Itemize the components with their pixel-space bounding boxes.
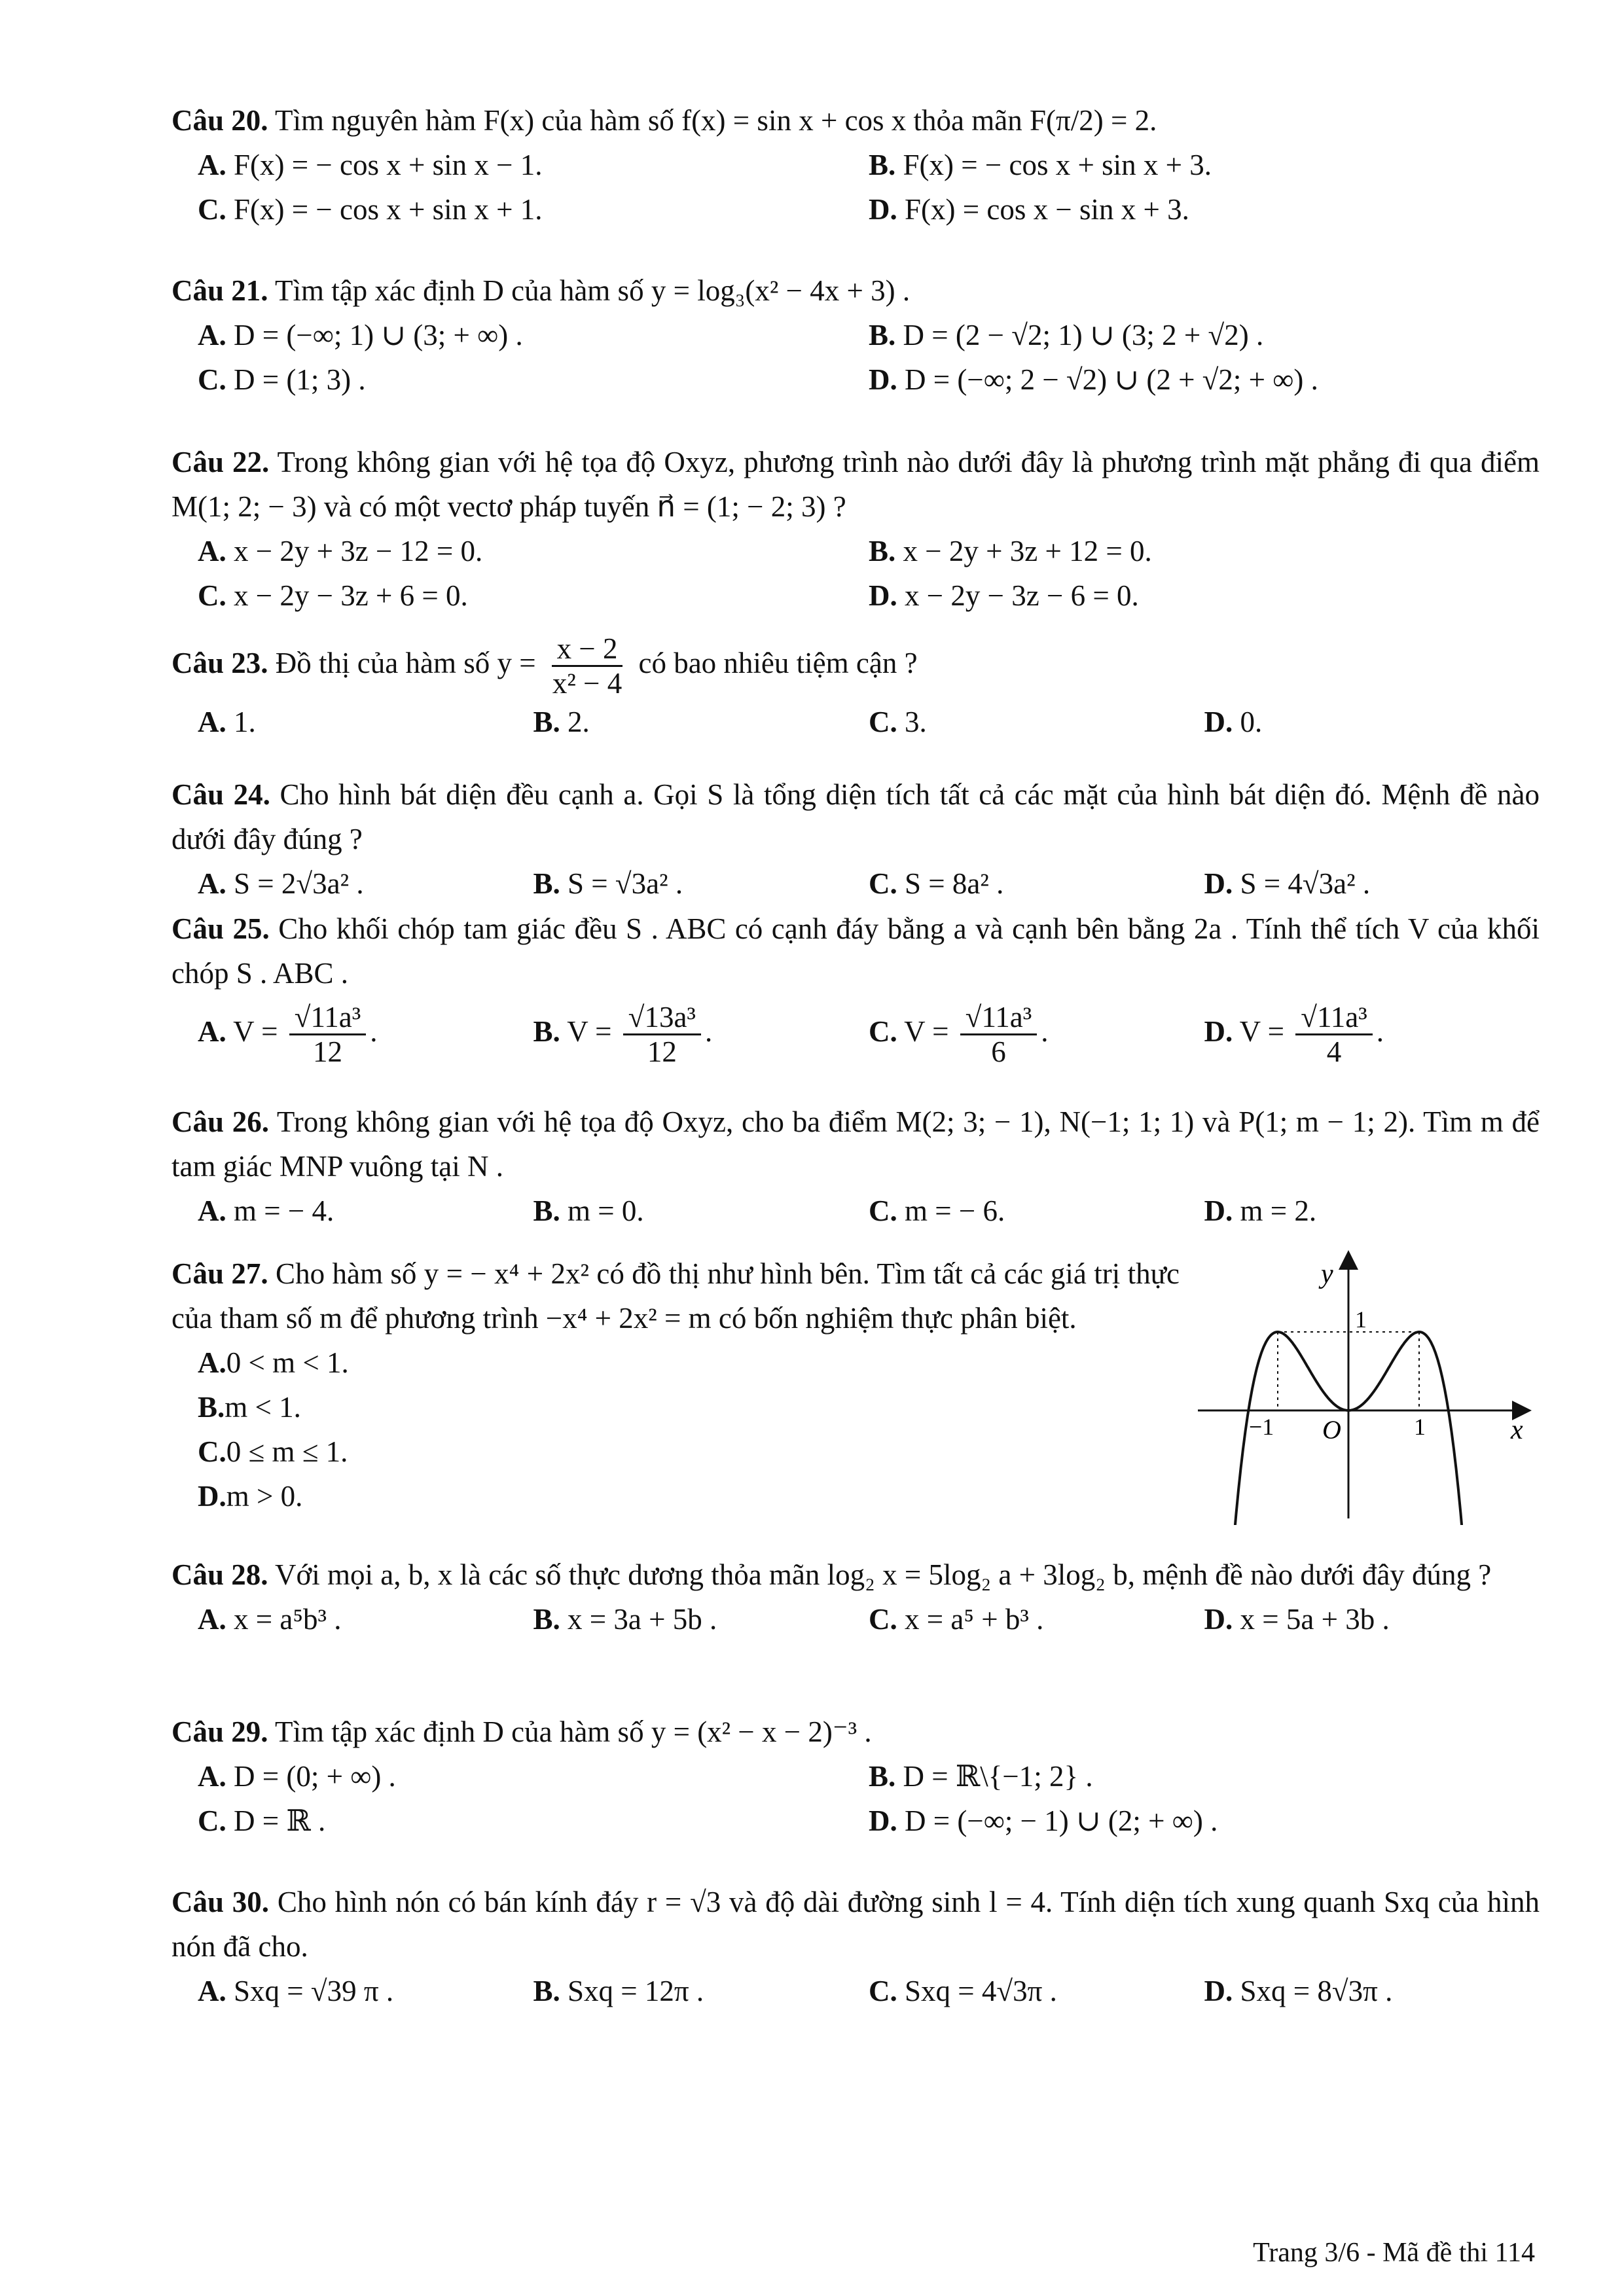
option-text: x = a⁵b³ . [226,1603,342,1636]
fraction-denominator: 4 [1326,1035,1342,1069]
question-22 [171,440,1540,618]
option-letter: B. [533,1194,560,1227]
option-text: S = 4√3a² . [1233,867,1371,900]
question-29-stem [171,1710,1540,1754]
options-row [171,996,1540,1068]
question-30 [171,1880,1540,2013]
option-letter: A. [198,1015,226,1048]
option-letter: B. [869,1760,896,1793]
option-a[interactable] [198,996,533,1068]
fraction-numerator: √13a³ [623,1001,701,1035]
option-letter: C. [869,867,897,900]
fraction [547,632,627,700]
option-text: F(x) = − cos x + sin x + 3. [895,149,1212,181]
option-text: F(x) = cos x − sin x + 3. [897,193,1189,226]
option-letter: C. [198,193,226,226]
option-letter: C. [198,363,226,396]
option-text: V = [897,1015,956,1048]
fraction [623,1001,701,1068]
option-letter: A. [198,706,226,739]
option-text: D = (−∞; − 1) ∪ (2; + ∞) . [897,1804,1218,1837]
option-letter: B. [869,535,896,567]
option-b[interactable] [533,1969,869,2013]
option-b[interactable] [533,700,869,744]
option-text: x = a⁵ + b³ . [897,1603,1044,1636]
question-text: Với mọi a, b, x là các số thực dương thỏa mãn log₂ x = 5log₂ a + 3log₂ b, mệnh đề nào dưới đây đúng ? [268,1558,1492,1591]
option-text: F(x) = − cos x + sin x + 1. [226,193,543,226]
option-letter: B. [533,1975,560,2007]
option-letter: A. [198,149,226,181]
option-letter: D. [1204,867,1233,900]
option-text: S = 8a² . [897,867,1004,900]
option-text: x − 2y + 3z + 12 = 0. [895,535,1152,567]
option-a[interactable] [198,313,869,357]
option-c[interactable] [869,1189,1204,1233]
question-22-stem [171,440,1540,529]
options-row [171,313,1540,357]
options-row [171,357,1540,402]
option-text: m < 1. [225,1391,301,1424]
option-b[interactable] [869,1754,1540,1799]
option-letter: D. [869,363,897,396]
option-text: D = (−∞; 2 − √2) ∪ (2 + √2; + ∞) . [897,363,1318,396]
option-letter: C. [869,1015,897,1048]
options-row [171,573,1540,618]
option-text: 0. [1233,706,1263,739]
question-text: có bao nhiêu tiệm cận ? [631,647,918,679]
option-letter: A. [198,535,226,567]
option-text: 0 < m < 1. [226,1346,349,1379]
x-axis-label: x [1511,1415,1523,1445]
question-24-stem [171,772,1540,861]
option-c[interactable] [198,573,869,618]
option-letter: A. [198,1346,226,1379]
option-letter: D. [198,1480,226,1513]
option-text: 2. [560,706,590,739]
options-row [171,1969,1540,2013]
question-text: Trong không gian với hệ tọa độ Oxyz, cho ba điểm M(2; 3; − 1), N(−1; 1; 1) và P(1; m − 1; 2). Tìm m để tam giác MNP vuông tại N . [171,1105,1540,1183]
option-c[interactable] [869,700,1204,744]
question-26 [171,1100,1540,1233]
question-label: Câu 28. [171,1558,268,1591]
fraction-numerator: √11a³ [1295,1001,1373,1035]
option-d[interactable] [1204,700,1540,744]
option-letter: B. [533,867,560,900]
question-text: Cho hình nón có bán kính đáy r = √3 và độ dài đường sinh l = 4. Tính diện tích xung quanh Sxq của hình nón đã cho. [171,1886,1540,1963]
option-text: m = 0. [560,1194,644,1227]
question-text: Tìm tập xác định D của hàm số y = log₃(x² − 4x + 3) . [268,274,911,307]
option-letter: C. [198,1804,226,1837]
option-text: . [370,1015,378,1048]
option-c[interactable] [869,1969,1204,2013]
question-text: Tìm tập xác định D của hàm số y = (x² − x − 2)⁻³ . [268,1715,872,1748]
option-text: D = (2 − √2; 1) ∪ (3; 2 + √2) . [895,319,1264,351]
option-letter: B. [533,1603,560,1636]
option-text: S = 2√3a² . [226,867,364,900]
option-letter: A. [198,1603,226,1636]
fraction-numerator: x − 2 [552,632,623,667]
option-letter: D. [869,579,897,612]
option-c[interactable] [198,1799,869,1843]
option-c[interactable] [198,357,869,402]
options-row [171,1597,1540,1641]
fraction [960,1001,1038,1068]
option-a[interactable] [198,143,869,187]
option-letter: C. [869,1603,897,1636]
question-28-stem [171,1552,1540,1597]
question-text: Cho hàm số y = − x⁴ + 2x² có đồ thị như hình bên. Tìm tất cả các giá trị thực của tham số m để phương trình −x⁴ + 2x² = m có bốn nghiệm thực phân biệt. [171,1257,1180,1335]
question-27 [171,1251,1180,1518]
fraction-numerator: √11a³ [960,1001,1038,1035]
option-text: m = 2. [1233,1194,1317,1227]
question-23 [171,627,1540,744]
option-d[interactable] [1204,1189,1540,1233]
option-a[interactable] [198,861,533,906]
option-text: V = [226,1015,285,1048]
fraction-numerator: √11a³ [289,1001,367,1035]
option-b[interactable] [869,529,1540,573]
fraction [289,1001,367,1068]
question-label: Câu 24. [171,778,270,811]
question-label: Câu 20. [171,104,268,137]
option-text: . [704,1015,713,1048]
option-letter: D. [869,1804,897,1837]
option-b[interactable] [533,861,869,906]
options-row [171,1189,1540,1233]
option-text: x − 2y − 3z + 6 = 0. [226,579,468,612]
y-axis-label: y [1321,1259,1333,1289]
option-b[interactable] [171,1385,1180,1429]
option-text: D = ℝ\{−1; 2} . [895,1760,1093,1793]
option-text: F(x) = − cos x + sin x − 1. [226,149,543,181]
option-c[interactable] [171,1429,1180,1474]
option-c[interactable] [198,187,869,232]
option-d[interactable] [171,1474,1180,1518]
option-text: 0 ≤ m ≤ 1. [226,1435,348,1468]
option-text: Sxq = 4√3π . [897,1975,1057,2007]
option-letter: B. [533,1015,560,1048]
option-letter: D. [869,193,897,226]
function-graph [1191,1244,1532,1525]
page-footer: Trang 3/6 - Mã đề thi 114 [1253,2238,1535,2268]
option-text: V = [1233,1015,1292,1048]
option-d[interactable] [1204,861,1540,906]
option-c[interactable] [869,861,1204,906]
option-c[interactable] [869,1597,1204,1641]
option-letter: A. [198,1975,226,2007]
question-20-stem [171,98,1540,143]
option-text: x − 2y + 3z − 12 = 0. [226,535,483,567]
options-row [171,1754,1540,1799]
option-text: D = (1; 3) . [226,363,366,396]
option-text: x − 2y − 3z − 6 = 0. [897,579,1139,612]
option-a[interactable] [198,1597,533,1641]
option-a[interactable] [198,1754,869,1799]
question-26-stem [171,1100,1540,1189]
option-letter: B. [198,1391,225,1424]
option-d[interactable] [869,1799,1540,1843]
option-text: . [1376,1015,1384,1048]
option-a[interactable] [171,1340,1180,1385]
option-d[interactable] [1204,1969,1540,2013]
option-text: . [1041,1015,1049,1048]
option-text: x = 3a + 5b . [560,1603,717,1636]
option-text: Sxq = 12π . [560,1975,704,2007]
options-row [171,529,1540,573]
options-row [171,187,1540,232]
question-label: Câu 27. [171,1257,268,1290]
fraction-denominator: x² − 4 [552,667,623,700]
option-text: D = (−∞; 1) ∪ (3; + ∞) . [226,319,523,351]
option-a[interactable] [198,1189,533,1233]
question-20 [171,98,1540,232]
option-letter: D. [1204,1015,1233,1048]
question-label: Câu 30. [171,1886,270,1918]
option-letter: B. [533,706,560,739]
option-text: m > 0. [226,1480,303,1513]
option-d[interactable] [869,357,1540,402]
option-letter: D. [1204,1975,1233,2007]
options-row [171,861,1540,906]
option-a[interactable] [198,529,869,573]
option-text: x = 5a + 3b . [1233,1603,1390,1636]
option-letter: B. [869,149,896,181]
option-text: S = √3a² . [560,867,683,900]
option-text: 3. [897,706,927,739]
option-letter: A. [198,1194,226,1227]
question-24 [171,772,1540,906]
question-label: Câu 26. [171,1105,269,1138]
question-label: Câu 25. [171,912,270,945]
fraction-denominator: 12 [313,1035,342,1069]
option-text: V = [560,1015,619,1048]
question-label: Câu 22. [171,446,270,478]
option-letter: D. [1204,706,1233,739]
option-letter: B. [869,319,896,351]
options-row [171,700,1540,744]
fraction [1295,1001,1373,1068]
question-23-stem [171,627,1540,700]
question-21-stem [171,268,1540,313]
options-row [171,143,1540,187]
option-text: Sxq = 8√3π . [1233,1975,1393,2007]
option-text: D = (0; + ∞) . [226,1760,396,1793]
option-letter: D. [1204,1603,1233,1636]
question-text: Cho hình bát diện đều cạnh a. Gọi S là tổng diện tích tất cả các mặt của hình bát diện đó. Mệnh đề nào dưới đây đúng ? [171,778,1540,855]
option-a[interactable] [198,700,533,744]
option-text: 1. [226,706,256,739]
option-d[interactable] [1204,1597,1540,1641]
question-25-stem [171,906,1540,996]
options-row [171,1799,1540,1843]
question-29 [171,1710,1540,1843]
option-letter: D. [1204,1194,1233,1227]
tick-label-y1: 1 [1355,1306,1367,1333]
option-letter: C. [869,1975,897,2007]
option-d[interactable] [1204,996,1540,1068]
option-a[interactable] [198,1969,533,2013]
option-letter: A. [198,1760,226,1793]
option-text: D = ℝ . [226,1804,326,1837]
option-text: m = − 4. [226,1194,334,1227]
option-letter: A. [198,319,226,351]
option-c[interactable] [869,996,1204,1068]
question-28 [171,1552,1540,1641]
question-25 [171,906,1540,1068]
question-label: Câu 29. [171,1715,268,1748]
option-letter: A. [198,867,226,900]
tick-label-x1: 1 [1414,1414,1426,1440]
question-label: Câu 23. [171,647,268,679]
question-text: Đồ thị của hàm số y = [268,647,543,679]
option-letter: C. [198,1435,226,1468]
question-text: Tìm nguyên hàm F(x) của hàm số f(x) = sin x + cos x thỏa mãn F(π/2) = 2. [268,104,1157,137]
option-text: m = − 6. [897,1194,1005,1227]
question-27-stem [171,1251,1180,1340]
option-b[interactable] [533,996,869,1068]
option-d[interactable] [869,573,1540,618]
tick-label-xneg1: −1 [1249,1414,1274,1440]
question-label: Câu 21. [171,274,268,307]
option-letter: C. [198,579,226,612]
question-21 [171,268,1540,402]
option-b[interactable] [533,1597,869,1641]
option-b[interactable] [533,1189,869,1233]
fraction-denominator: 12 [647,1035,677,1069]
question-text: Trong không gian với hệ tọa độ Oxyz, phương trình nào dưới đây là phương trình mặt phẳng đi qua điểm M(1; 2; − 3) và có một vectơ pháp tuyến n⃗ = (1; − 2; 3) ? [171,446,1540,523]
fraction-denominator: 6 [991,1035,1006,1069]
option-letter: C. [869,706,897,739]
question-text: Cho khối chóp tam giác đều S . ABC có cạnh đáy bằng a và cạnh bên bằng 2a . Tính thể tích V của khối chóp S . ABC . [171,912,1540,990]
option-b[interactable] [869,313,1540,357]
origin-label: O [1322,1415,1341,1444]
option-letter: C. [869,1194,897,1227]
option-b[interactable] [869,143,1540,187]
option-d[interactable] [869,187,1540,232]
option-text: Sxq = √39 π . [226,1975,394,2007]
question-30-stem [171,1880,1540,1969]
